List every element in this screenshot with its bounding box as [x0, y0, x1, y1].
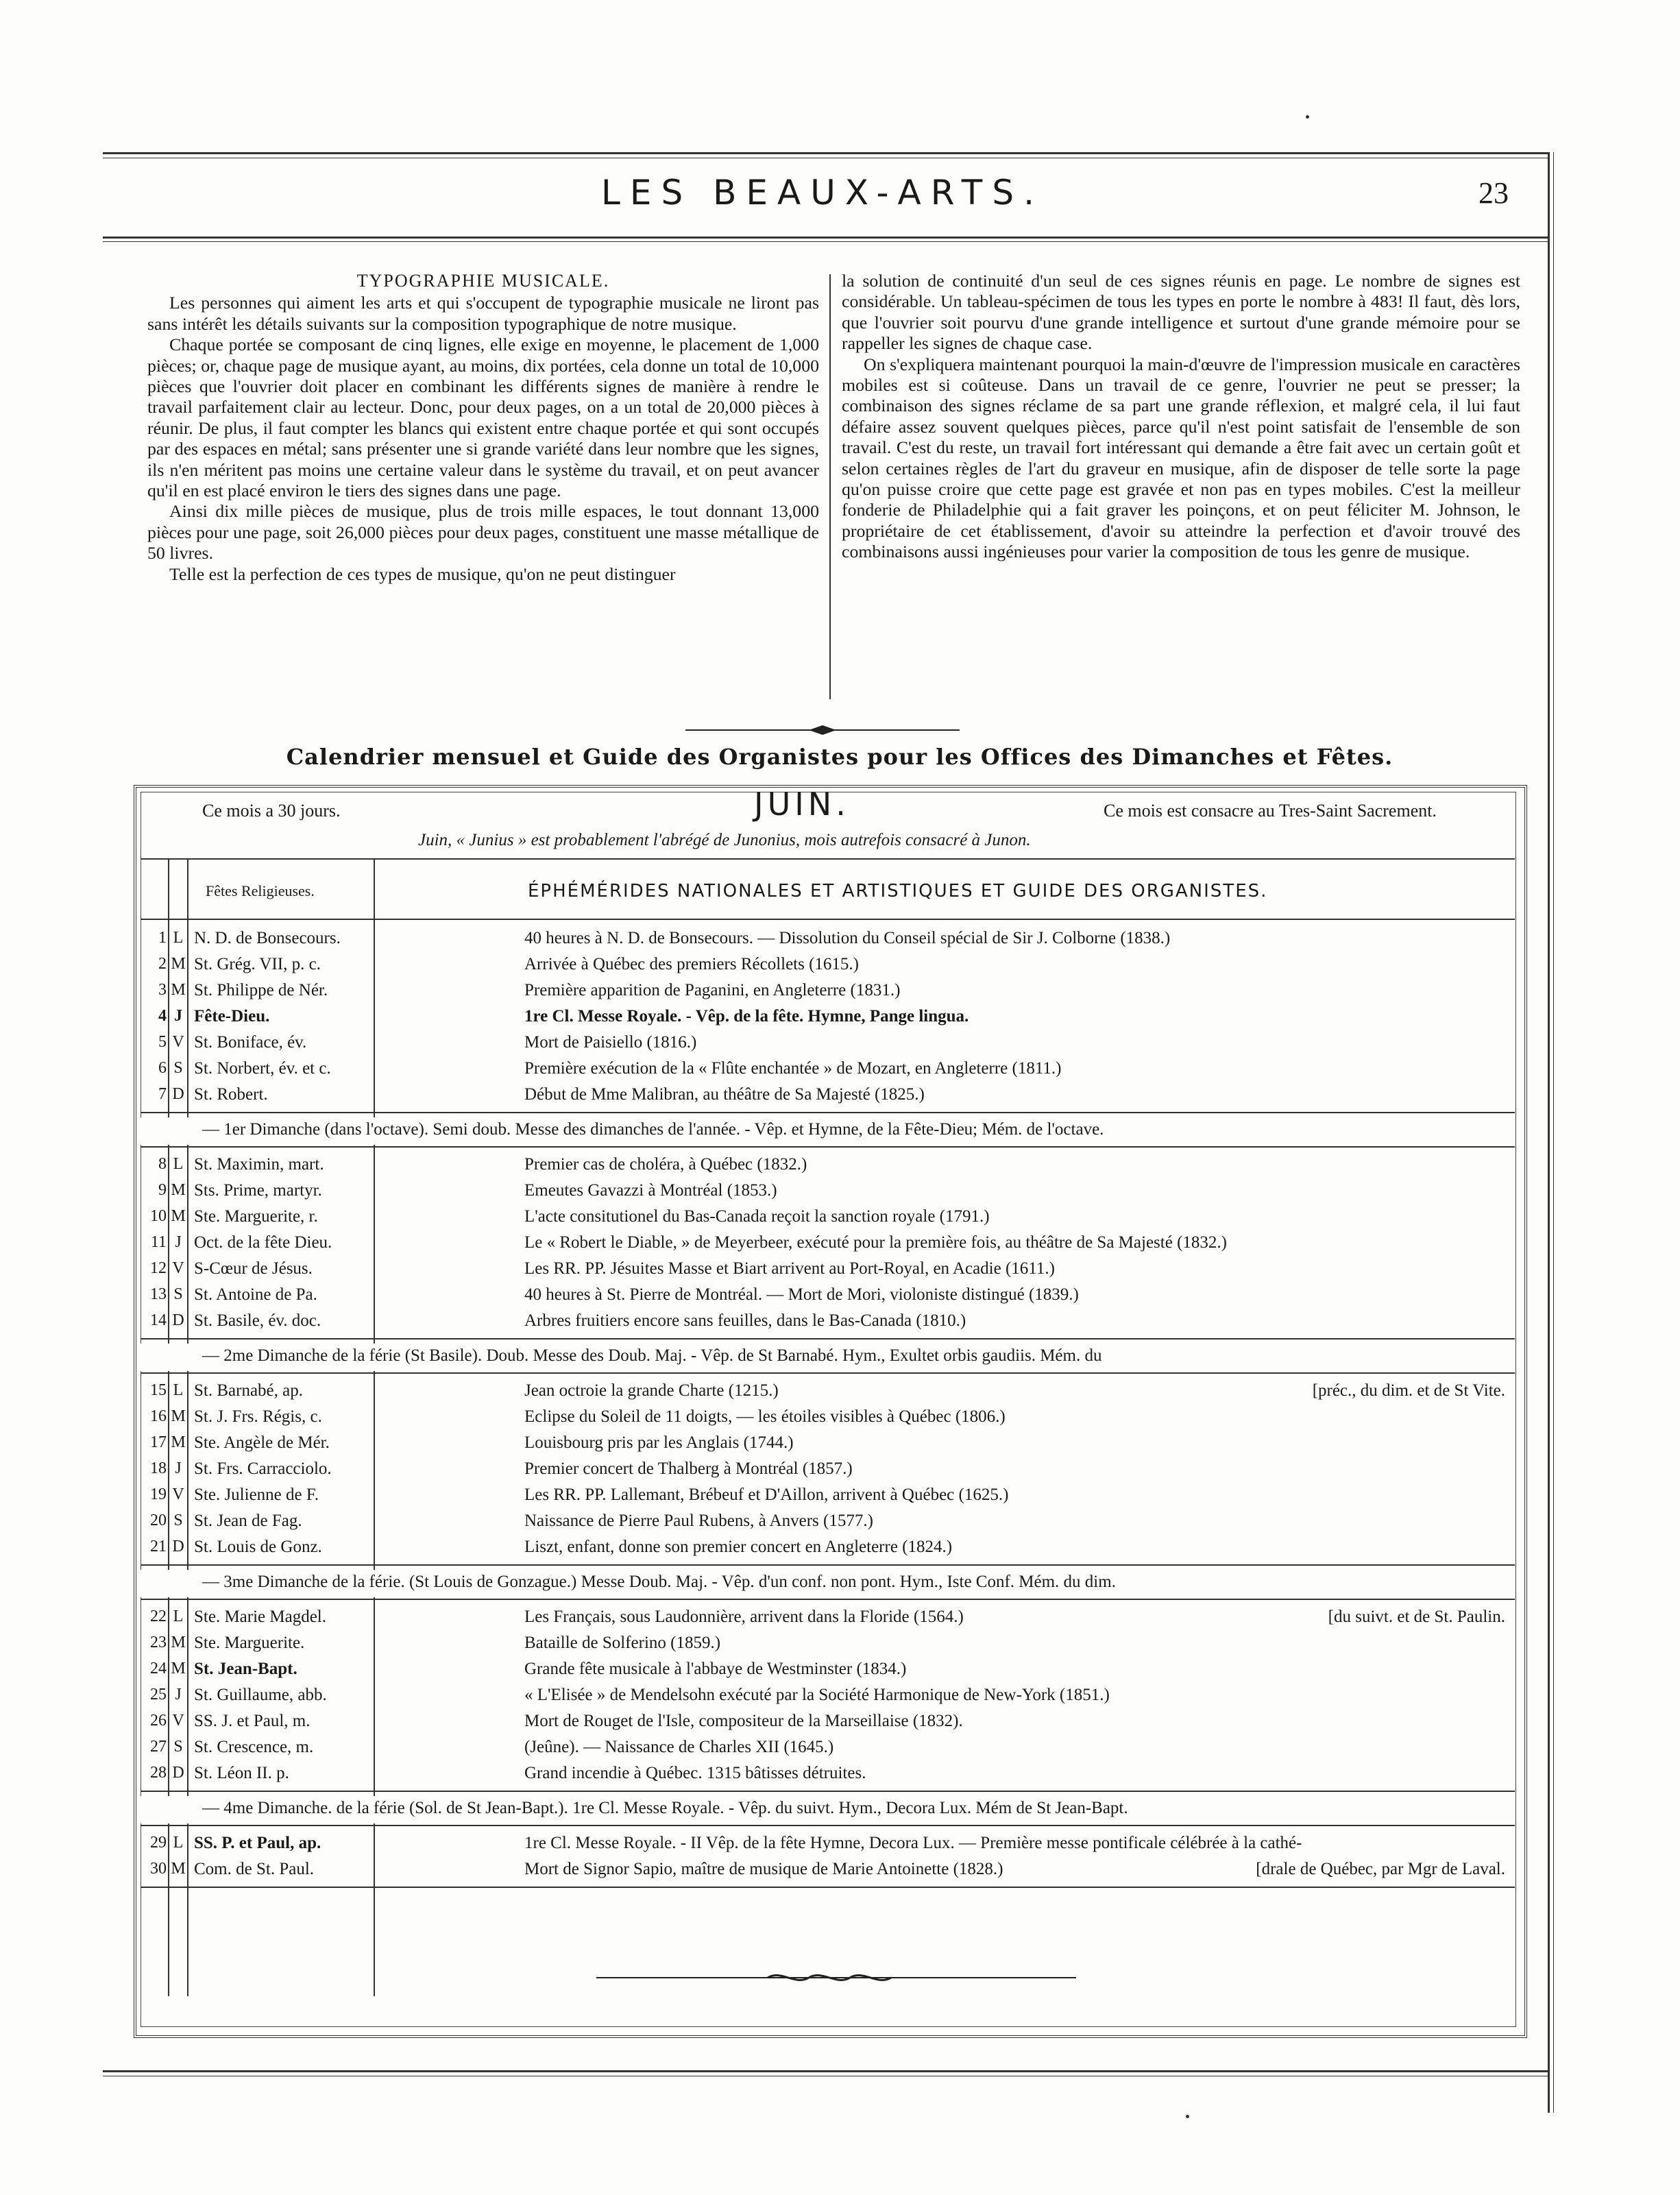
day-number: 10	[150, 1207, 167, 1225]
right-border	[1548, 152, 1550, 2113]
calendar-heading: Calendrier mensuel et Guide des Organistes pour les Offices des Dimanches et Fêtes.	[286, 744, 1393, 770]
right-border-thin	[1553, 152, 1554, 2113]
day-number: 29	[150, 1834, 167, 1852]
calendar-rule	[141, 1564, 1515, 1566]
continuation-text: [préc., du dim. et de St Vite.	[1312, 1381, 1505, 1400]
day-number: 19	[150, 1485, 167, 1503]
day-number: 4	[158, 1007, 167, 1025]
table-row	[141, 1031, 1515, 1057]
weekday: M	[171, 981, 186, 999]
event-text: 40 heures à St. Pierre de Montréal. — Mort de Mori, violoniste distingué (1839.)	[524, 1285, 1079, 1304]
event-text: Les Français, sous Laudonnière, arrivent dans la Floride (1564.)	[524, 1608, 964, 1626]
table-row	[141, 1179, 1515, 1205]
event-text: Louisbourg pris par les Anglais (1744.)	[524, 1433, 794, 1452]
day-number: 30	[150, 1860, 167, 1878]
event-text: Jean octroie la grande Charte (1215.)	[524, 1381, 779, 1400]
table-row	[141, 1536, 1515, 1562]
sunday-row	[141, 1117, 1515, 1145]
day-number: 13	[150, 1285, 167, 1303]
article-paragraph: la solution de continuité d'un seul de ces signes réunis en page. Le nombre de signes est considérable. Un tableau-spécimen de tous les types en porte le nombre à 483! Il faut, dès lors, que l'ouvrier soit pourvu d'une grande intelligence et surtout d'une grande mémoire pour se rappeller les signes de chaque case.	[842, 271, 1520, 354]
event-text: 1re Cl. Messe Royale. - II Vêp. de la fête Hymne, Decora Lux. — Première messe pontificale célébrée à la cathé-	[524, 1834, 1302, 1852]
saint-name: St. J. Frs. Régis, c.	[194, 1407, 322, 1426]
event-text: Mort de Paisiello (1816.)	[524, 1033, 697, 1052]
month-days: Ce mois a 30 jours.	[202, 801, 341, 821]
weekday: M	[171, 1407, 186, 1425]
sunday-text: — 3me Dimanche de la férie. (St Louis de Gonzague.) Messe Doub. Maj. - Vêp. d'un conf. non pont. Hym., Iste Conf. Mém. du dim.	[202, 1573, 1116, 1591]
header-rule-thin	[103, 241, 1549, 242]
event-text: Bataille de Solferino (1859.)	[524, 1634, 721, 1652]
article-paragraph: On s'expliquera maintenant pourquoi la main-d'œuvre de l'impression musicale en caractères mobiles est si coûteuse. Dans un travail de ce genre, l'ouvrier ne peut se presser; la combinaison des signes réclame de sa part une grande réflexion, et malgré cela, il lui faut défaire assez souvent quelques pièces, parce qu'il n'est point satisfait de l'ensemble de son travail. C'est du reste, un travail fort intéressant qui demande a être fait avec un certain goût et selon certaines règles de l'art du graveur en musique, afin de disposer de telle sorte la page qu'on puisse croire que cette page est gravée et non pas en types mobiles. C'est la meilleur fonderie de Philadelphie qui a fait graver les poinçons, et on peut féliciter M. Johnson, le propriétaire de cet établissement, d'avoir su atteindre la perfection et d'avoir trouvé des combinaisons aussi ingénieuses pour varier la composition de tous les genre de musique.	[842, 354, 1520, 562]
calendar-rule	[141, 1372, 1515, 1374]
event-text: Les RR. PP. Jésuites Masse et Biart arrivent au Port-Royal, en Acadie (1611.)	[524, 1259, 1055, 1278]
table-row	[141, 1632, 1515, 1658]
event-text: Eclipse du Soleil de 11 doigts, — les étoiles visibles à Québec (1806.)	[524, 1407, 1006, 1426]
column-divider	[829, 274, 831, 699]
column-header-ephemerides: ÉPHÉMÉRIDES NATIONALES ET ARTISTIQUES ET GUIDE DES ORGANISTES.	[528, 881, 1268, 901]
day-number: 3	[158, 981, 167, 999]
weekday: L	[173, 929, 184, 947]
page-header-title: LES BEAUX-ARTS.	[601, 173, 1044, 213]
table-row	[141, 1257, 1515, 1283]
article-title: TYPOGRAPHIE MUSICALE.	[356, 271, 610, 291]
day-number: 23	[150, 1634, 167, 1651]
table-row	[141, 1762, 1515, 1788]
saint-name: St. Frs. Carracciolo.	[194, 1459, 332, 1478]
day-number: 9	[158, 1181, 167, 1199]
ornament-divider	[685, 723, 960, 737]
day-number: 6	[158, 1059, 167, 1077]
day-number: 14	[150, 1311, 167, 1329]
day-number: 18	[150, 1459, 167, 1477]
event-text: Première apparition de Paganini, en Angleterre (1831.)	[524, 981, 901, 999]
saint-name: St. Grég. VII, p. c.	[194, 955, 321, 973]
event-text: Grande fête musicale à l'abbaye de Westminster (1834.)	[524, 1660, 907, 1678]
saint-name: St. Léon II. p.	[194, 1764, 289, 1782]
saint-name: St. Barnabé, ap.	[194, 1381, 303, 1400]
saint-name: Oct. de la fête Dieu.	[194, 1233, 332, 1252]
article-paragraph: Telle est la perfection de ces types de musique, qu'on ne peut distinguer	[169, 563, 676, 584]
table-row	[141, 953, 1515, 979]
header-rule	[103, 237, 1549, 239]
saint-name: Ste. Angèle de Mér.	[194, 1433, 330, 1452]
table-row	[141, 1858, 1515, 1884]
saint-name: Ste. Marguerite, r.	[194, 1207, 318, 1226]
weekday: V	[172, 1033, 184, 1051]
table-row	[141, 1153, 1515, 1179]
event-text: Mort de Rouget de l'Isle, compositeur de la Marseillaise (1832).	[524, 1712, 963, 1730]
day-number: 15	[150, 1381, 167, 1399]
weekday: J	[175, 1686, 182, 1703]
table-row	[141, 1457, 1515, 1483]
page-number: 23	[1478, 176, 1509, 210]
event-text: Arrivée à Québec des premiers Récollets (1615.)	[524, 955, 860, 973]
event-text: Mort de Signor Sapio, maître de musique de Marie Antoinette (1828.)	[524, 1860, 1003, 1878]
day-number: 26	[150, 1712, 167, 1730]
table-row	[141, 1431, 1515, 1457]
day-number: 1	[158, 929, 167, 947]
weekday: L	[173, 1608, 184, 1625]
event-text: (Jeûne). — Naissance de Charles XII (1645.)	[524, 1738, 834, 1756]
saint-name: SS. J. et Paul, m.	[194, 1712, 311, 1730]
saint-name: St. Boniface, év.	[194, 1033, 307, 1052]
weekday: D	[172, 1538, 184, 1555]
calendar-rule	[141, 919, 1515, 920]
table-row	[141, 1379, 1515, 1405]
event-text: Première exécution de la « Flûte enchantée » de Mozart, en Angleterre (1811.)	[524, 1059, 1062, 1078]
sunday-text: — 2me Dimanche de la férie (St Basile). Doub. Messe des Doub. Maj. - Vêp. de St Barnabé. Hym., Exultet orbis gaudiis. Mém. du	[202, 1346, 1102, 1365]
saint-name: Ste. Marguerite.	[194, 1634, 305, 1652]
table-row	[141, 1083, 1515, 1109]
day-number: 5	[158, 1033, 167, 1051]
event-text: Naissance de Pierre Paul Rubens, à Anvers (1577.)	[524, 1512, 873, 1530]
article-paragraph: Les personnes qui aiment les arts et qui s'occupent de typographie musicale ne liront pas sans intérêt les détails suivants sur la composition typographique de notre musique.	[147, 293, 819, 334]
saint-name: St. Jean-Bapt.	[194, 1660, 297, 1678]
event-text: « L'Elisée » de Mendelsohn exécuté par la Société Harmonique de New-York (1851.)	[524, 1686, 1110, 1704]
event-text: Premier cas de choléra, à Québec (1832.)	[524, 1155, 807, 1174]
table-row	[141, 1005, 1515, 1031]
weekday: V	[172, 1259, 184, 1277]
saint-name: S-Cœur de Jésus.	[194, 1259, 313, 1278]
month-note: Juin, « Junius » est probablement l'abrégé de Junonius, mois autrefois consacré à Junon.	[418, 831, 1031, 849]
event-text: 1re Cl. Messe Royale. - Vêp. de la fête. Hymne, Pange lingua.	[524, 1007, 969, 1026]
weekday: L	[173, 1834, 184, 1852]
day-number: 20	[150, 1512, 167, 1529]
event-text: Arbres fruitiers encore sans feuilles, dans le Bas-Canada (1810.)	[524, 1311, 966, 1330]
day-number: 2	[158, 955, 167, 973]
calendar-rule	[141, 1887, 1515, 1888]
event-text: Emeutes Gavazzi à Montréal (1853.)	[524, 1181, 777, 1200]
weekday: V	[172, 1712, 184, 1730]
event-text: Grand incendie à Québec. 1315 bâtisses détruites.	[524, 1764, 866, 1782]
weekday: S	[173, 1285, 183, 1303]
calendar-rule	[141, 1338, 1515, 1339]
article-left-column	[147, 271, 819, 585]
saint-name: St. Guillaume, abb.	[194, 1686, 327, 1704]
ornament-flourish	[596, 1969, 1076, 1986]
sunday-text: — 1er Dimanche (dans l'octave). Semi doub. Messe des dimanches de l'année. - Vêp. et Hymne, de la Fête-Dieu; Mém. de l'octave.	[202, 1120, 1104, 1139]
event-text: Les RR. PP. Lallemant, Brébeuf et D'Aillon, arrivent à Québec (1625.)	[524, 1485, 1009, 1504]
table-row	[141, 1283, 1515, 1309]
calendar-rule	[141, 1146, 1515, 1148]
sunday-text: — 4me Dimanche. de la férie (Sol. de St Jean-Bapt.). 1re Cl. Messe Royale. - Vêp. du suivt. Hym., Decora Lux. Mém de St Jean-Bapt.	[202, 1799, 1128, 1817]
table-row	[141, 1710, 1515, 1736]
weekday: S	[173, 1512, 183, 1529]
day-number: 16	[150, 1407, 167, 1425]
article-paragraph: Chaque portée se composant de cinq lignes, elle exige en moyenne, le placement de 1,000 pièces; or, chaque page de musique ayant, au moins, dix portées, cela donne un total de 10,000 pièces que l'ouvrier doit placer en combinant les différents signes de manière à rendre le travail parfaitement clair au lecteur. Donc, pour deux pages, on a un total de 20,000 pièces à réunir. De plus, il faut compter les blancs qui existent entre chaque portée et qui sont occupés par des espaces en métal; sans présenter une si grande variété dans leur nombre que les signes, ils n'en méritent pas moins une certaine valeur dans le système du travail, et on peut avancer qu'il en est placé environ le tiers des signes dans une page.	[147, 335, 819, 501]
event-text: L'acte consitutionel du Bas-Canada reçoit la sanction royale (1791.)	[524, 1207, 990, 1226]
weekday: J	[174, 1007, 182, 1025]
day-number: 28	[150, 1764, 167, 1782]
saint-name: N. D. de Bonsecours.	[194, 929, 341, 947]
continuation-text: [du suivt. et de St. Paulin.	[1328, 1608, 1505, 1626]
saint-name: Sts. Prime, martyr.	[194, 1181, 322, 1200]
saint-name: St. Philippe de Nér.	[194, 981, 328, 999]
calendar-rule	[141, 1112, 1515, 1113]
column-header-fetes: Fêtes Religieuses.	[206, 882, 315, 899]
table-row	[141, 1658, 1515, 1684]
calendar-rule	[141, 1825, 1515, 1826]
weekday: M	[171, 1860, 186, 1878]
day-number: 12	[150, 1259, 167, 1277]
continuation-text: [drale de Québec, par Mgr de Laval.	[1256, 1860, 1505, 1878]
article-right-column	[842, 271, 1520, 563]
saint-name: Fête-Dieu.	[194, 1007, 270, 1026]
event-text: Premier concert de Thalberg à Montréal (1857.)	[524, 1459, 853, 1478]
saint-name: St. Basile, év. doc.	[194, 1311, 321, 1330]
bottom-rule	[103, 2070, 1549, 2072]
weekday: J	[175, 1459, 182, 1477]
table-row	[141, 1405, 1515, 1431]
saint-name: Ste. Julienne de F.	[194, 1485, 319, 1504]
month-name: JUIN.	[754, 786, 850, 823]
calendar-rule	[141, 1791, 1515, 1792]
table-row	[141, 1483, 1515, 1509]
day-number: 7	[158, 1085, 167, 1103]
table-row	[141, 927, 1515, 953]
saint-name: St. Antoine de Pa.	[194, 1285, 317, 1304]
weekday: L	[173, 1155, 184, 1173]
weekday: J	[175, 1233, 182, 1251]
weekday: D	[172, 1311, 184, 1329]
day-number: 25	[150, 1686, 167, 1703]
weekday: D	[172, 1085, 184, 1103]
table-row	[141, 979, 1515, 1005]
event-text: Liszt, enfant, donne son premier concert en Angleterre (1824.)	[524, 1538, 953, 1556]
table-row	[141, 1509, 1515, 1536]
weekday: D	[172, 1764, 184, 1782]
article-paragraph: Ainsi dix mille pièces de musique, plus de trois mille espaces, le tout donnant 13,000 pièces pour une page, soit 26,000 pièces pour deux pages, constituent une masse métallique de 50 livres.	[147, 501, 819, 563]
weekday: M	[171, 955, 186, 973]
event-text: Début de Mme Malibran, au théâtre de Sa Majesté (1825.)	[524, 1085, 925, 1104]
print-speck	[1306, 115, 1309, 119]
table-row	[141, 1832, 1515, 1858]
print-speck	[1186, 2115, 1189, 2118]
saint-name: SS. P. et Paul, ap.	[194, 1834, 321, 1852]
table-row	[141, 1231, 1515, 1257]
weekday: L	[173, 1381, 184, 1399]
calendar-rule	[141, 1599, 1515, 1600]
top-rule	[103, 152, 1549, 154]
saint-name: Ste. Marie Magdel.	[194, 1608, 327, 1626]
weekday: M	[171, 1181, 186, 1199]
weekday: M	[171, 1433, 186, 1451]
sunday-row	[141, 1344, 1515, 1371]
event-text: 40 heures à N. D. de Bonsecours. — Dissolution du Conseil spécial de Sir J. Colborne (1838.)	[524, 929, 1171, 947]
saint-name: St. Robert.	[194, 1085, 268, 1104]
weekday: M	[171, 1660, 186, 1677]
weekday: S	[173, 1059, 183, 1077]
month-dedication: Ce mois est consacre au Tres-Saint Sacrement.	[1104, 801, 1437, 821]
saint-name: Com. de St. Paul.	[194, 1860, 315, 1878]
table-row	[141, 1205, 1515, 1231]
table-row	[141, 1057, 1515, 1083]
weekday: S	[173, 1738, 183, 1756]
saint-name: St. Crescence, m.	[194, 1738, 314, 1756]
table-row	[141, 1684, 1515, 1710]
calendar-rule	[141, 858, 1515, 860]
table-row	[141, 1736, 1515, 1762]
weekday: M	[171, 1207, 186, 1225]
day-number: 17	[150, 1433, 167, 1451]
saint-name: St. Norbert, év. et c.	[194, 1059, 331, 1078]
sunday-row	[141, 1796, 1515, 1823]
day-number: 21	[150, 1538, 167, 1555]
day-number: 24	[150, 1660, 167, 1677]
sunday-row	[141, 1570, 1515, 1597]
saint-name: St. Louis de Gonz.	[194, 1538, 322, 1556]
weekday: M	[171, 1634, 186, 1651]
saint-name: St. Maximin, mart.	[194, 1155, 324, 1174]
weekday: V	[172, 1485, 184, 1503]
day-number: 22	[150, 1608, 167, 1625]
table-row	[141, 1309, 1515, 1335]
day-number: 27	[150, 1738, 167, 1756]
table-row	[141, 1605, 1515, 1632]
saint-name: St. Jean de Fag.	[194, 1512, 302, 1530]
day-number: 8	[158, 1155, 167, 1173]
day-number: 11	[150, 1233, 167, 1251]
event-text: Le « Robert le Diable, » de Meyerbeer, exécuté pour la première fois, au théâtre de Sa Majesté (1832.)	[524, 1233, 1227, 1252]
